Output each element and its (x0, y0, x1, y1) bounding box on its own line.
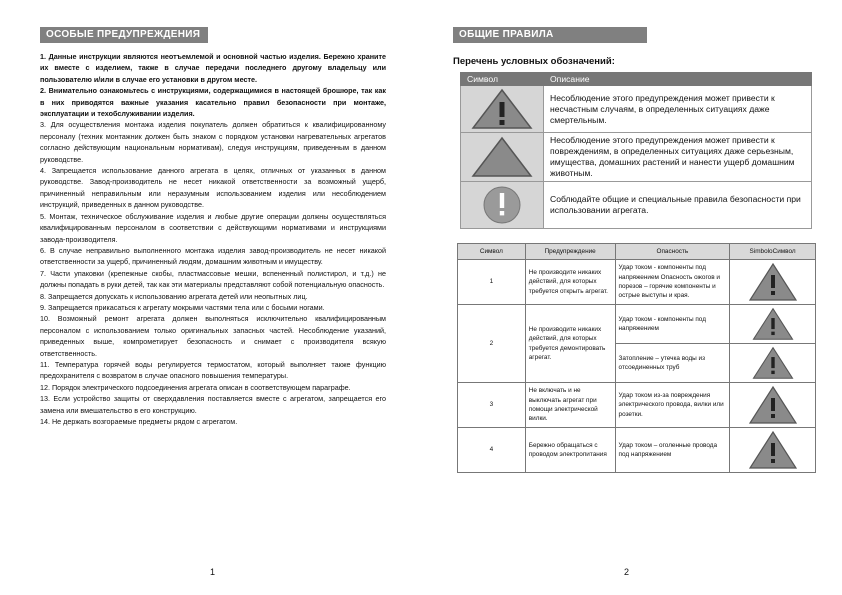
rule-item: 13. Если устройство защиты от сверхдавления поставляется вместе с агрегатом, запрещается его замена или вмешательство в его конструкцию. (40, 394, 386, 415)
table-row (461, 86, 812, 133)
symbol-cell (461, 133, 544, 182)
rule-item: 1. Данные инструкции являются неотъемлемой и основной частью изделия. Бережно храните их вместе с изделием, также в случае передачи последнего другому владельцу или пользователю и/или в случае его установки в другом месте. (40, 52, 386, 84)
risk-cell: Удар током – оголенные провода под напряжением (615, 428, 730, 473)
warning-triangle-icon (751, 307, 795, 341)
table-row (458, 305, 816, 344)
general-safety-header: ОБЩИЕ ПРАВИЛА БЕЗОПАСНОСТИ (453, 27, 647, 43)
description-cell: Соблюдайте общие и специальные правила безопасности при использовании агрегата. (544, 182, 812, 229)
instruction-cell: Не включать и не выключать агрегат при помощи электрической вилки. (525, 383, 615, 428)
column-header: Опасность (615, 244, 730, 260)
symbol-legend-table (460, 72, 812, 229)
table-row (461, 182, 812, 229)
rule-item: 14. Не держать возгораемые предметы рядом с агрегатом. (40, 417, 238, 426)
symbol-cell (730, 428, 816, 473)
warning-triangle-plain-icon (471, 136, 533, 178)
row-number: 2 (458, 305, 526, 383)
info-circle-icon (482, 185, 522, 225)
column-header: Описание (544, 73, 812, 86)
table-header-row (461, 73, 812, 86)
symbol-cell (730, 305, 816, 344)
column-header: Предупреждение (525, 244, 615, 260)
rule-item: 7. Части упаковки (крепежные скобы, пластмассовые мешки, вспененный полистирол, и т.д.) не должны попадать в руки детей, так как эти материалы представляют собой потенциальную опасность. (40, 268, 386, 290)
table-row (458, 260, 816, 305)
right-page (421, 0, 842, 595)
rule-item: 3. Для осуществления монтажа изделия покупатель должен обратиться к квалифицированному персоналу (техник монтажник должен быть знаком с порядком установки нагревательных агрегатов согласно действующим национальным нормативам), следуя инструкциям, приведенным в данном руководстве. (40, 120, 386, 164)
rule-item: 11. Температура горячей воды регулируется термостатом, который выполняет также функцию предохранителя с возвратом в случае опасного повышения температуры. (40, 359, 386, 381)
row-number: 3 (458, 383, 526, 428)
warning-triangle-icon (748, 385, 798, 425)
symbol-cell (730, 344, 816, 383)
warning-triangle-icon (748, 430, 798, 470)
rule-item: 6. В случае неправильно выполненного монтажа изделия завод-производитель не несет никакой ответственности за ущерб, причиненный людям, домашним животным и имуществу. (40, 245, 386, 267)
table-row (461, 133, 812, 182)
instruction-cell: Не производите никаких действий, для которых требуется открыть агрегат. (525, 260, 615, 305)
safety-warnings-table (457, 243, 816, 473)
risk-cell: Затопление – утечка воды из отсоединенных труб (615, 344, 730, 383)
table-row (458, 428, 816, 473)
description-cell: Несоблюдение этого предупреждения может привести к несчастным случаям, в определенных ситуациях даже смертельным. (544, 86, 812, 133)
warning-triangle-icon (751, 346, 795, 380)
table-header-row (458, 244, 816, 260)
symbol-cell (730, 260, 816, 305)
rule-item: 5. Монтаж, техническое обслуживание изделия и любые другие операции должны осуществляться квалифицированным персоналом в соответствии с действующими нормативами и инструкциями завода-производителя. (40, 211, 386, 244)
symbol-cell (730, 383, 816, 428)
warning-triangle-dark-icon (471, 88, 533, 130)
column-header: Символ (458, 244, 526, 260)
rule-item: 8. Запрещается допускать к использованию агрегата детей или неопытных лиц. (40, 291, 308, 301)
risk-cell: Удар током из-за повреждения электрического провода, вилки или розетки. (615, 383, 730, 428)
column-header: SimboloСимвол (730, 244, 816, 260)
risk-cell: Удар током - компоненты под напряжением Опасность ожогов и порезов – горячие компоненты и острые выступы и края. (615, 260, 730, 305)
page-number: 2 (624, 567, 630, 577)
row-number: 4 (458, 428, 526, 473)
row-number: 1 (458, 260, 526, 305)
symbol-cell (461, 86, 544, 133)
special-warnings-list (40, 51, 386, 427)
warning-triangle-icon (748, 262, 798, 302)
rule-item: 2. Внимательно ознакомьтесь с инструкциями, содержащимися в настоящей брошюре, так как в них приводятся важные указания касательно правил безопасности при монтаже, эксплуатации и техобслуживании изделия. (40, 86, 386, 119)
legend-title: Перечень условных обозначений: (453, 56, 615, 67)
column-header: Символ (461, 73, 544, 86)
symbol-cell (461, 182, 544, 229)
description-cell: Несоблюдение этого предупреждения может привести к повреждениям, в определенных ситуациях даже серьезным, имущества, домашних растений и нанести ущерб домашним животным. (544, 133, 812, 182)
rule-item: 12. Порядок электрического подсоединения агрегата описан в соответствующем параграфе. (40, 382, 351, 392)
rule-item: 4. Запрещается использование данного агрегата в целях, отличных от указанных в данном руководстве. Завод-производитель не несет никакой ответственности за возможный ущерб, причиненный неправильным или неразумным использованием изделия или несоблюдением инструкций, приведенных в данном руководстве. (40, 166, 386, 210)
risk-cell: Удар током - компоненты под напряжением (615, 305, 730, 344)
instruction-cell: Бережно обращаться с проводом электропитания (525, 428, 615, 473)
rule-item: 10. Возможный ремонт агрегата должен выполняться исключительно квалифицированным персоналом с использованием только оригинальных запасных частей. Несоблюдение указаний, приведенных выше, компрометирует безопасность и снимает с производителя всякую ответственность. (40, 314, 386, 358)
special-warnings-header: ОСОБЫЕ ПРЕДУПРЕЖДЕНИЯ (40, 27, 208, 43)
table-row (458, 383, 816, 428)
page-number: 1 (210, 567, 216, 577)
instruction-cell: Не производите никаких действий, для которых требуется демонтировать агрегат. (525, 305, 615, 383)
rule-item: 9. Запрещается прикасаться к агрегату мокрыми частями тела или с босыми ногами. (40, 302, 325, 312)
